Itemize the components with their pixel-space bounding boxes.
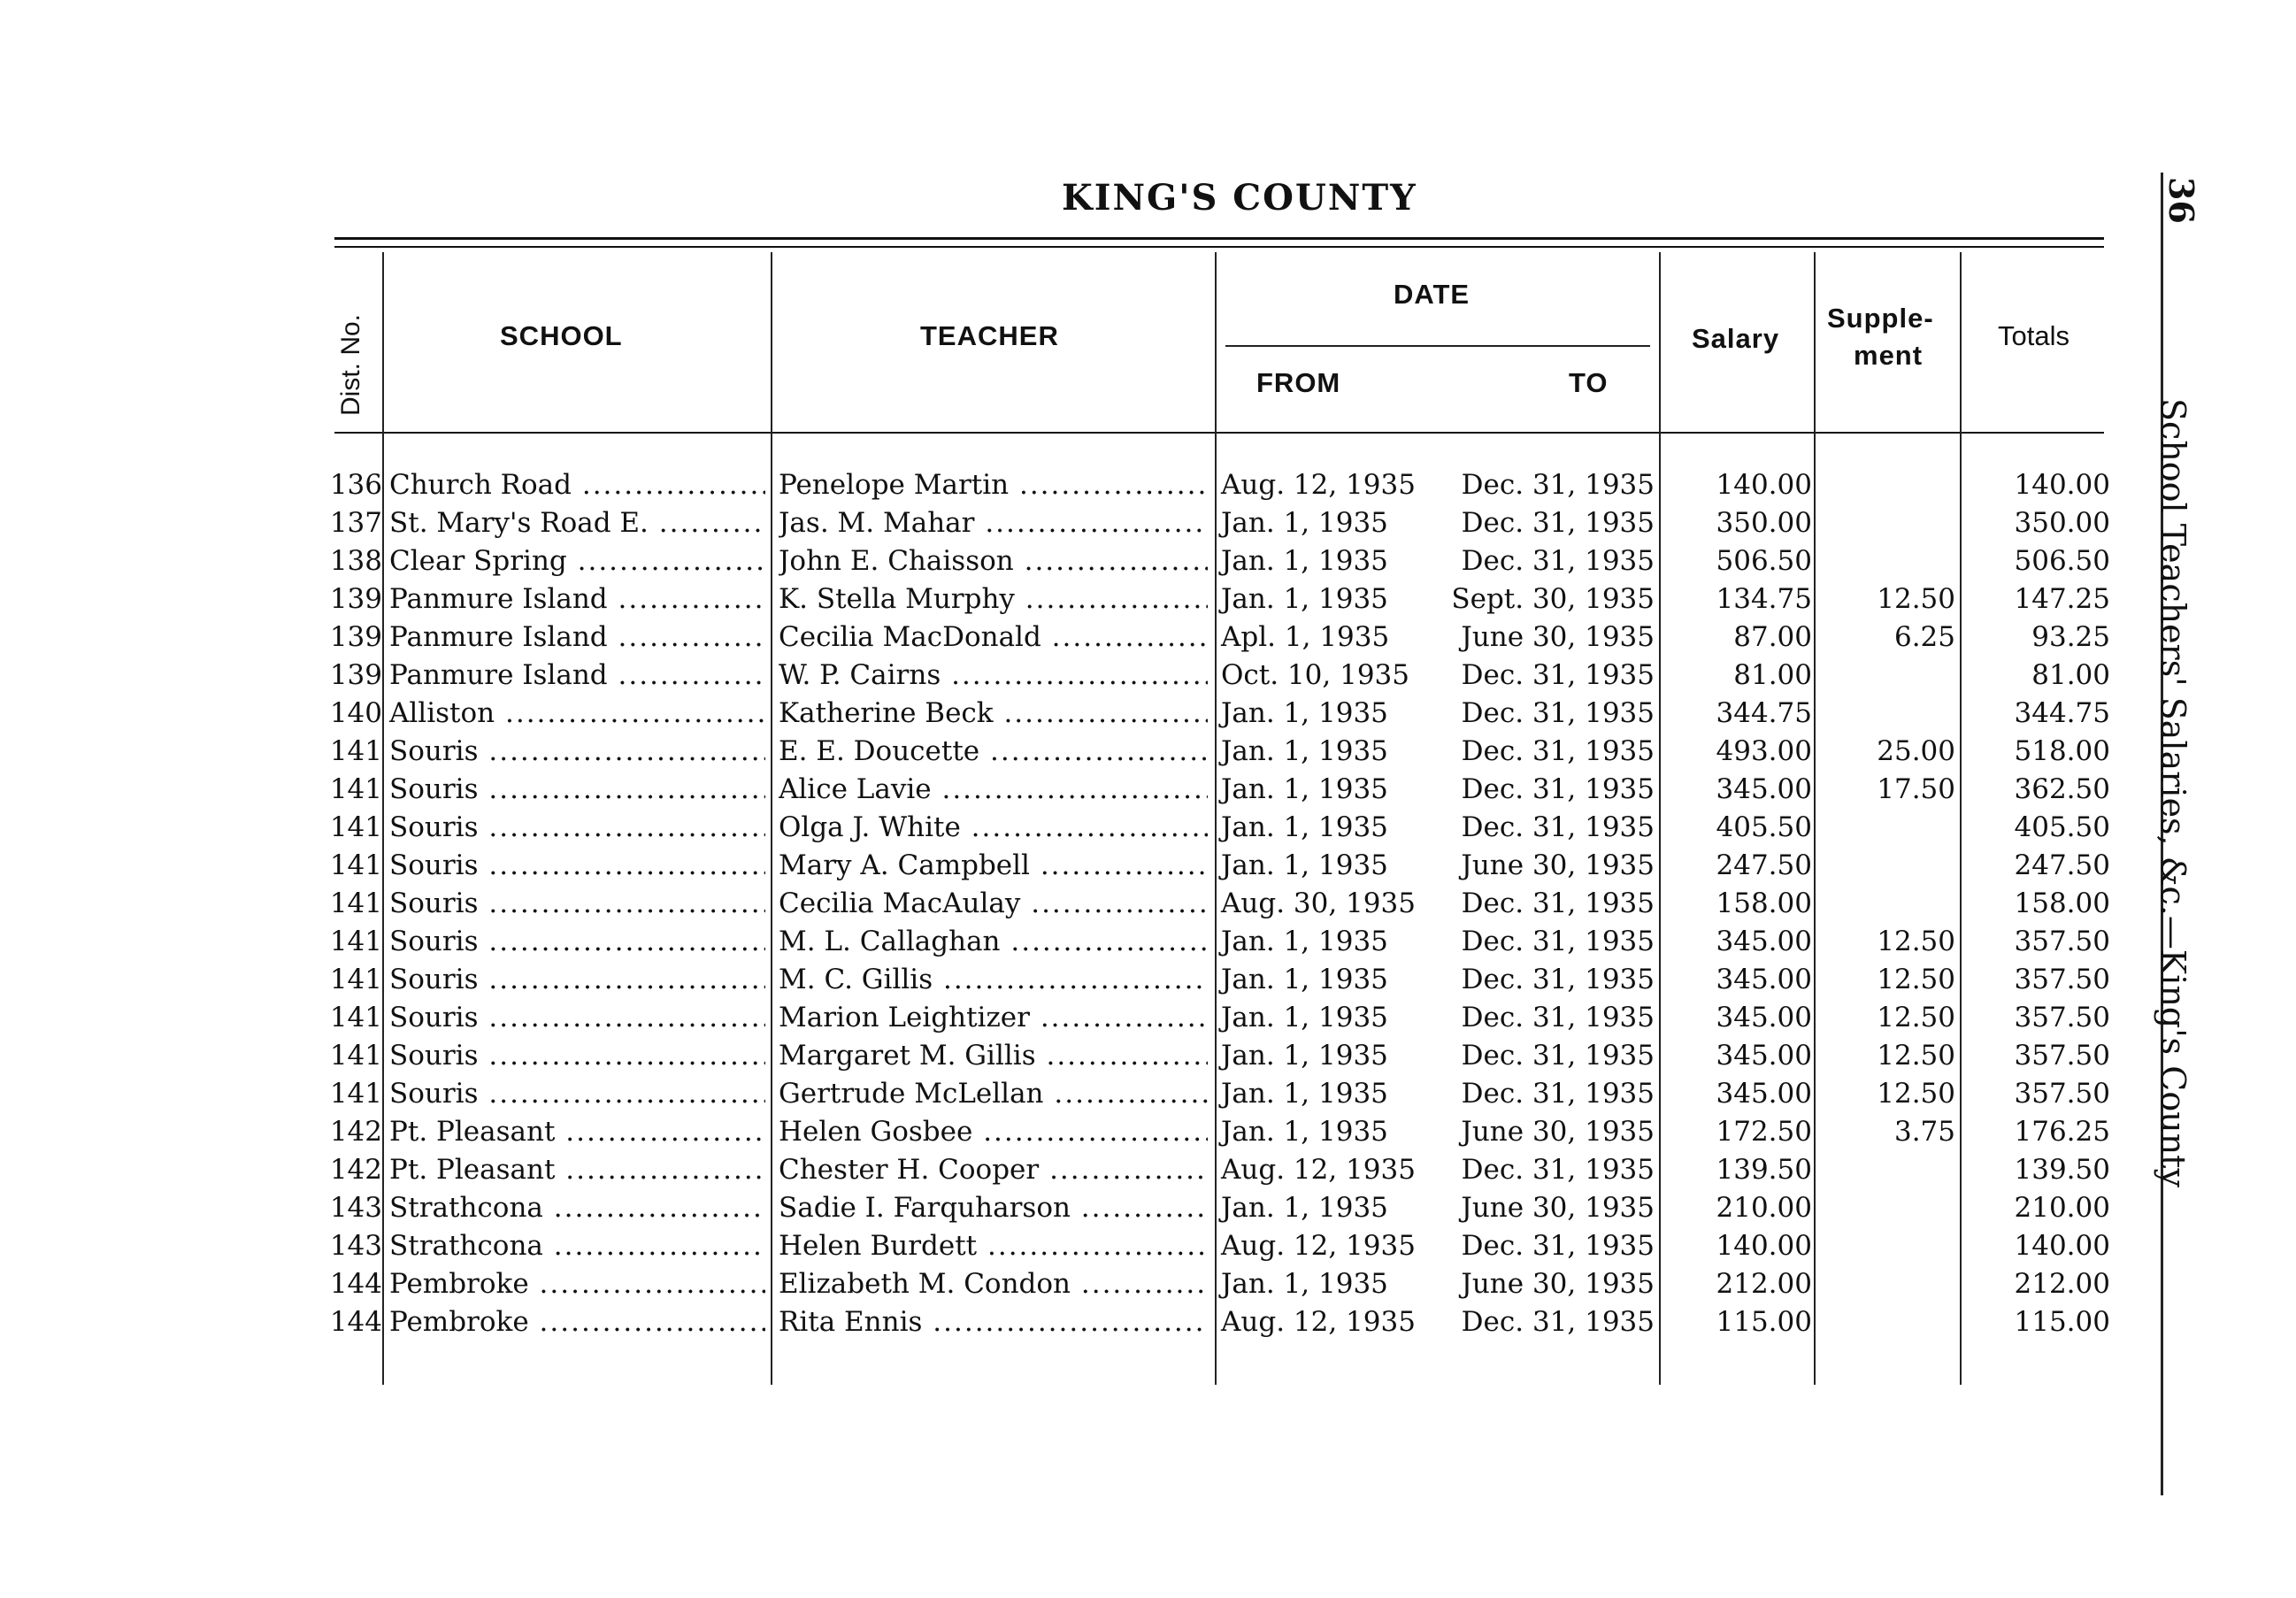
- dist-no-cell: 143: [329, 1192, 382, 1224]
- school-cell: Pembroke .....: [389, 1306, 765, 1338]
- supplement-cell: 12.50: [1877, 926, 1955, 957]
- page-number: 36: [2162, 177, 2201, 224]
- teacher-cell: Chester H. Cooper .....: [779, 1154, 1208, 1186]
- table-row: [0, 887, 2296, 926]
- header-teacher: TEACHER: [920, 320, 1059, 351]
- header-bottom-rule: [334, 432, 2104, 434]
- table-row: [0, 964, 2296, 1002]
- dist-no-cell: 139: [329, 583, 382, 615]
- salary-cell: 134.75: [1716, 583, 1812, 615]
- teacher-cell: Margaret M. Gillis .....: [779, 1040, 1208, 1072]
- date-to-cell: Dec. 31, 1935: [1461, 926, 1655, 957]
- teacher-cell: E. E. Doucette .....: [779, 735, 1208, 767]
- date-from-cell: Aug. 12, 1935: [1221, 1306, 1416, 1338]
- teacher-cell: Penelope Martin .....: [779, 469, 1208, 501]
- dist-no-cell: 142: [329, 1154, 382, 1186]
- salary-cell: 345.00: [1716, 1078, 1812, 1110]
- dist-no-cell: 141: [329, 964, 382, 995]
- dist-no-cell: 144: [329, 1268, 382, 1300]
- total-cell: 247.50: [2014, 849, 2110, 881]
- dist-no-cell: 141: [329, 849, 382, 881]
- school-cell: Souris .....: [389, 735, 765, 767]
- date-to-cell: Dec. 31, 1935: [1461, 964, 1655, 995]
- teacher-cell: Cecilia MacAulay .....: [779, 887, 1208, 919]
- date-to-cell: June 30, 1935: [1461, 1268, 1655, 1300]
- dist-no-cell: 141: [329, 811, 382, 843]
- school-cell: Souris .....: [389, 926, 765, 957]
- teacher-cell: Katherine Beck .....: [779, 697, 1208, 729]
- supplement-cell: 17.50: [1877, 773, 1955, 805]
- date-to-cell: Dec. 31, 1935: [1461, 1306, 1655, 1338]
- date-to-cell: June 30, 1935: [1461, 1192, 1655, 1224]
- date-to-cell: Dec. 31, 1935: [1461, 887, 1655, 919]
- date-to-cell: Dec. 31, 1935: [1461, 1230, 1655, 1262]
- date-from-cell: Aug. 12, 1935: [1221, 1230, 1416, 1262]
- dist-no-cell: 137: [329, 507, 382, 539]
- date-from-cell: Jan. 1, 1935: [1221, 1040, 1388, 1072]
- table-row: [0, 545, 2296, 583]
- total-cell: 139.50: [2014, 1154, 2110, 1186]
- date-to-cell: Sept. 30, 1935: [1451, 583, 1655, 615]
- date-from-cell: Jan. 1, 1935: [1221, 735, 1388, 767]
- table-row: [0, 469, 2296, 507]
- teacher-cell: Elizabeth M. Condon .....: [779, 1268, 1208, 1300]
- total-cell: 176.25: [2014, 1116, 2110, 1148]
- dist-no-cell: 141: [329, 926, 382, 957]
- teacher-cell: K. Stella Murphy .....: [779, 583, 1208, 615]
- salary-cell: 493.00: [1716, 735, 1812, 767]
- salary-cell: 344.75: [1716, 697, 1812, 729]
- dist-no-cell: 138: [329, 545, 382, 577]
- salary-cell: 210.00: [1716, 1192, 1812, 1224]
- teacher-cell: Sadie I. Farquharson .....: [779, 1192, 1208, 1224]
- date-to-cell: Dec. 31, 1935: [1461, 659, 1655, 691]
- supplement-cell: 25.00: [1877, 735, 1955, 767]
- table-row: [0, 1040, 2296, 1078]
- header-school: SCHOOL: [500, 320, 623, 351]
- date-from-cell: Jan. 1, 1935: [1221, 1002, 1388, 1033]
- salary-cell: 405.50: [1716, 811, 1812, 843]
- dist-no-cell: 142: [329, 1116, 382, 1148]
- salary-cell: 247.50: [1716, 849, 1812, 881]
- school-cell: Souris .....: [389, 811, 765, 843]
- date-to-cell: Dec. 31, 1935: [1461, 1078, 1655, 1110]
- school-cell: Souris .....: [389, 1078, 765, 1110]
- dist-no-cell: 141: [329, 1002, 382, 1033]
- school-cell: Souris .....: [389, 773, 765, 805]
- school-cell: Clear Spring .....: [389, 545, 765, 577]
- school-cell: Souris .....: [389, 964, 765, 995]
- school-cell: Pt. Pleasant .....: [389, 1116, 765, 1148]
- teacher-cell: W. P. Cairns .....: [779, 659, 1208, 691]
- date-to-cell: June 30, 1935: [1461, 849, 1655, 881]
- date-to-cell: Dec. 31, 1935: [1461, 697, 1655, 729]
- school-cell: St. Mary's Road E. .....: [389, 507, 765, 539]
- date-to-cell: Dec. 31, 1935: [1461, 1154, 1655, 1186]
- date-from-cell: Jan. 1, 1935: [1221, 811, 1388, 843]
- dist-no-cell: 139: [329, 621, 382, 653]
- total-cell: 210.00: [2014, 1192, 2110, 1224]
- date-from-cell: Jan. 1, 1935: [1221, 697, 1388, 729]
- total-cell: 405.50: [2014, 811, 2110, 843]
- teacher-cell: Cecilia MacDonald .....: [779, 621, 1208, 653]
- table-row: [0, 621, 2296, 659]
- date-from-cell: Aug. 30, 1935: [1221, 887, 1416, 919]
- table-row: [0, 735, 2296, 773]
- table-row: [0, 1154, 2296, 1192]
- salary-cell: 139.50: [1716, 1154, 1812, 1186]
- total-cell: 93.25: [2031, 621, 2110, 653]
- date-from-cell: Jan. 1, 1935: [1221, 1078, 1388, 1110]
- school-cell: Strathcona .....: [389, 1230, 765, 1262]
- header-dist-no: Dist. No.: [336, 313, 365, 416]
- total-cell: 506.50: [2014, 545, 2110, 577]
- table-row: [0, 1306, 2296, 1344]
- header-totals: Totals: [1998, 320, 2069, 351]
- school-cell: Panmure Island .....: [389, 621, 765, 653]
- teacher-cell: Gertrude McLellan .....: [779, 1078, 1208, 1110]
- date-from-cell: Oct. 10, 1935: [1221, 659, 1409, 691]
- total-cell: 140.00: [2014, 1230, 2110, 1262]
- supplement-cell: 12.50: [1877, 1002, 1955, 1033]
- date-from-cell: Jan. 1, 1935: [1221, 926, 1388, 957]
- total-cell: 357.50: [2014, 964, 2110, 995]
- top-rule-thin: [334, 246, 2104, 248]
- table-row: [0, 773, 2296, 811]
- date-to-cell: Dec. 31, 1935: [1461, 735, 1655, 767]
- date-to-cell: Dec. 31, 1935: [1461, 1040, 1655, 1072]
- table-row: [0, 697, 2296, 735]
- supplement-cell: 12.50: [1877, 583, 1955, 615]
- school-cell: Souris .....: [389, 887, 765, 919]
- total-cell: 344.75: [2014, 697, 2110, 729]
- salary-cell: 345.00: [1716, 926, 1812, 957]
- salary-cell: 81.00: [1733, 659, 1812, 691]
- dist-no-cell: 136: [329, 469, 382, 501]
- dist-no-cell: 139: [329, 659, 382, 691]
- date-from-cell: Jan. 1, 1935: [1221, 1116, 1388, 1148]
- date-from-cell: Jan. 1, 1935: [1221, 964, 1388, 995]
- school-cell: Pembroke .....: [389, 1268, 765, 1300]
- table-row: [0, 1002, 2296, 1040]
- total-cell: 362.50: [2014, 773, 2110, 805]
- dist-no-cell: 141: [329, 1078, 382, 1110]
- date-to-cell: June 30, 1935: [1461, 621, 1655, 653]
- supplement-cell: 12.50: [1877, 964, 1955, 995]
- teacher-cell: Rita Ennis .....: [779, 1306, 1208, 1338]
- total-cell: 357.50: [2014, 926, 2110, 957]
- header-supplement-line2: ment: [1854, 340, 1924, 371]
- date-header-rule: [1225, 345, 1650, 347]
- date-to-cell: Dec. 31, 1935: [1461, 507, 1655, 539]
- table-row: [0, 926, 2296, 964]
- table-row: [0, 1268, 2296, 1306]
- salary-cell: 140.00: [1716, 469, 1812, 501]
- dist-no-cell: 141: [329, 1040, 382, 1072]
- total-cell: 350.00: [2014, 507, 2110, 539]
- table-row: [0, 1078, 2296, 1116]
- teacher-cell: Helen Burdett .....: [779, 1230, 1208, 1262]
- total-cell: 140.00: [2014, 469, 2110, 501]
- dist-no-cell: 141: [329, 773, 382, 805]
- salary-cell: 140.00: [1716, 1230, 1812, 1262]
- date-from-cell: Jan. 1, 1935: [1221, 545, 1388, 577]
- header-from: FROM: [1256, 367, 1341, 398]
- salary-cell: 172.50: [1716, 1116, 1812, 1148]
- header-supplement-line1: Supple-: [1827, 303, 1934, 334]
- total-cell: 357.50: [2014, 1078, 2110, 1110]
- date-to-cell: June 30, 1935: [1461, 1116, 1655, 1148]
- dist-no-cell: 140: [329, 697, 382, 729]
- school-cell: Souris .....: [389, 1002, 765, 1033]
- salary-cell: 345.00: [1716, 1002, 1812, 1033]
- date-from-cell: Apl. 1, 1935: [1221, 621, 1390, 653]
- header-to: TO: [1569, 367, 1609, 398]
- salary-cell: 212.00: [1716, 1268, 1812, 1300]
- date-from-cell: Jan. 1, 1935: [1221, 773, 1388, 805]
- date-to-cell: Dec. 31, 1935: [1461, 1002, 1655, 1033]
- dist-no-cell: 141: [329, 735, 382, 767]
- total-cell: 212.00: [2014, 1268, 2110, 1300]
- teacher-cell: Mary A. Campbell .....: [779, 849, 1208, 881]
- date-to-cell: Dec. 31, 1935: [1461, 545, 1655, 577]
- dist-no-cell: 141: [329, 887, 382, 919]
- date-to-cell: Dec. 31, 1935: [1461, 773, 1655, 805]
- running-head: School Teachers' Salaries, &c.—King's County: [2154, 398, 2192, 1187]
- date-from-cell: Aug. 12, 1935: [1221, 469, 1416, 501]
- table-row: [0, 507, 2296, 545]
- teacher-cell: Alice Lavie .....: [779, 773, 1208, 805]
- total-cell: 518.00: [2014, 735, 2110, 767]
- table-row: [0, 659, 2296, 697]
- supplement-cell: 3.75: [1893, 1116, 1955, 1148]
- table-row: [0, 1116, 2296, 1154]
- table-row: [0, 849, 2296, 887]
- dist-no-cell: 144: [329, 1306, 382, 1338]
- total-cell: 357.50: [2014, 1040, 2110, 1072]
- header-salary: Salary: [1692, 323, 1780, 354]
- salary-cell: 158.00: [1716, 887, 1812, 919]
- table-row: [0, 1192, 2296, 1230]
- salary-cell: 87.00: [1733, 621, 1812, 653]
- teacher-cell: Helen Gosbee .....: [779, 1116, 1208, 1148]
- school-cell: Alliston .....: [389, 697, 765, 729]
- teacher-cell: John E. Chaisson .....: [779, 545, 1208, 577]
- total-cell: 357.50: [2014, 1002, 2110, 1033]
- table-row: [0, 583, 2296, 621]
- teacher-cell: M. C. Gillis .....: [779, 964, 1208, 995]
- teacher-cell: M. L. Callaghan .....: [779, 926, 1208, 957]
- date-to-cell: Dec. 31, 1935: [1461, 811, 1655, 843]
- teacher-cell: Marion Leightizer .....: [779, 1002, 1208, 1033]
- school-cell: Panmure Island .....: [389, 583, 765, 615]
- supplement-cell: 6.25: [1893, 621, 1955, 653]
- teacher-cell: Olga J. White .....: [779, 811, 1208, 843]
- school-cell: Souris .....: [389, 849, 765, 881]
- salary-cell: 350.00: [1716, 507, 1812, 539]
- date-from-cell: Jan. 1, 1935: [1221, 1192, 1388, 1224]
- school-cell: Strathcona .....: [389, 1192, 765, 1224]
- total-cell: 158.00: [2014, 887, 2110, 919]
- supplement-cell: 12.50: [1877, 1040, 1955, 1072]
- salary-cell: 345.00: [1716, 964, 1812, 995]
- date-from-cell: Jan. 1, 1935: [1221, 507, 1388, 539]
- supplement-cell: 12.50: [1877, 1078, 1955, 1110]
- total-cell: 81.00: [2031, 659, 2110, 691]
- school-cell: Church Road .....: [389, 469, 765, 501]
- date-from-cell: Jan. 1, 1935: [1221, 583, 1388, 615]
- school-cell: Pt. Pleasant .....: [389, 1154, 765, 1186]
- date-from-cell: Jan. 1, 1935: [1221, 849, 1388, 881]
- page-title: KING'S COUNTY: [1062, 177, 1417, 219]
- date-from-cell: Jan. 1, 1935: [1221, 1268, 1388, 1300]
- top-rule: [334, 237, 2104, 240]
- total-cell: 115.00: [2014, 1306, 2110, 1338]
- table-row: [0, 1230, 2296, 1268]
- salary-cell: 345.00: [1716, 1040, 1812, 1072]
- date-from-cell: Aug. 12, 1935: [1221, 1154, 1416, 1186]
- total-cell: 147.25: [2014, 583, 2110, 615]
- school-cell: Panmure Island .....: [389, 659, 765, 691]
- dist-no-cell: 143: [329, 1230, 382, 1262]
- date-to-cell: Dec. 31, 1935: [1461, 469, 1655, 501]
- salary-cell: 506.50: [1716, 545, 1812, 577]
- salary-cell: 345.00: [1716, 773, 1812, 805]
- teacher-cell: Jas. M. Mahar .....: [779, 507, 1208, 539]
- header-date: DATE: [1394, 279, 1471, 310]
- table-row: [0, 811, 2296, 849]
- school-cell: Souris .....: [389, 1040, 765, 1072]
- salary-cell: 115.00: [1716, 1306, 1812, 1338]
